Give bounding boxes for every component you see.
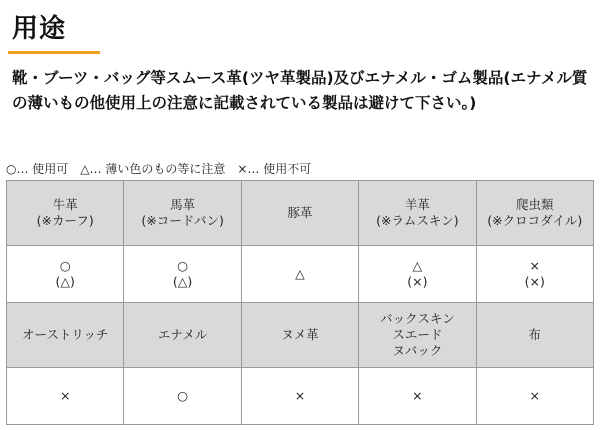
suitability-cell [124, 368, 241, 425]
compatibility-table [6, 180, 594, 425]
material-name: 羊革 [404, 197, 430, 212]
material-name: エナメル [157, 327, 208, 342]
suitability-note-symbol: (△) [172, 274, 193, 289]
suitability-note-symbol: (△) [55, 274, 75, 289]
material-cell [124, 181, 241, 246]
material-name: ヌメ革 [281, 327, 319, 342]
suitability-symbol: ○ [177, 258, 189, 273]
suitability-symbol: ○ [59, 258, 71, 273]
suitability-cell [476, 368, 593, 425]
suitability-cell [359, 246, 476, 303]
section-heading-wrap [6, 8, 100, 54]
suitability-cell [7, 246, 124, 303]
material-cell [7, 181, 124, 246]
material-cell [476, 303, 593, 368]
material-cell [124, 303, 241, 368]
material-name: オーストリッチ [22, 327, 109, 342]
material-name: 馬革 [170, 197, 196, 212]
suitability-symbol: △ [295, 266, 305, 281]
suitability-symbol: △ [412, 258, 423, 273]
material-note: (※カーフ) [36, 213, 94, 228]
suitability-symbol: × [59, 388, 71, 403]
heading-underline [8, 51, 100, 54]
material-header-row-1 [7, 181, 594, 246]
material-cell [476, 181, 593, 246]
material-name: 牛革 [52, 197, 78, 212]
suitability-symbol: × [529, 388, 541, 403]
suitability-note-symbol: (×) [524, 274, 545, 289]
suitability-cell [124, 246, 241, 303]
material-name: ヌバック [392, 343, 443, 358]
suitability-cell [241, 368, 358, 425]
material-name: バックスキン [379, 311, 455, 326]
suitability-symbol: × [294, 388, 306, 403]
suitability-symbol: × [529, 258, 541, 273]
material-cell [359, 181, 476, 246]
material-name: 爬虫類 [516, 197, 554, 212]
suitability-cell [359, 368, 476, 425]
section-heading: 用途 [12, 14, 67, 44]
material-name: 布 [528, 327, 542, 342]
suitability-cell [241, 246, 358, 303]
material-cell [241, 181, 358, 246]
usage-description: 靴・ブーツ・バッグ等スムース革(ツヤ革製品)及びエナメル・ゴム製品(エナメル質の薄いもの他使用上の注意に記載されている製品は避けて下さい。) [12, 69, 588, 112]
suitability-cell [476, 246, 593, 303]
material-cell [7, 303, 124, 368]
suitability-symbol: ○ [177, 388, 189, 403]
material-name: 豚革 [287, 205, 313, 220]
material-note: (※コードバン) [141, 213, 224, 228]
suitability-row-2 [7, 368, 594, 425]
material-note: (※ラムスキン) [376, 213, 459, 228]
material-header-row-2 [7, 303, 594, 368]
material-cell [359, 303, 476, 368]
suitability-symbol: × [412, 388, 423, 403]
material-name: スエード [392, 327, 443, 342]
symbol-legend: ○… 使用可 △… 薄い色のもの等に注意 ×… 使用不可 [6, 162, 312, 176]
material-cell [241, 303, 358, 368]
suitability-row-1 [7, 246, 594, 303]
suitability-note-symbol: (×) [407, 274, 428, 289]
material-note: (※クロコダイル) [487, 213, 583, 228]
suitability-cell [7, 368, 124, 425]
